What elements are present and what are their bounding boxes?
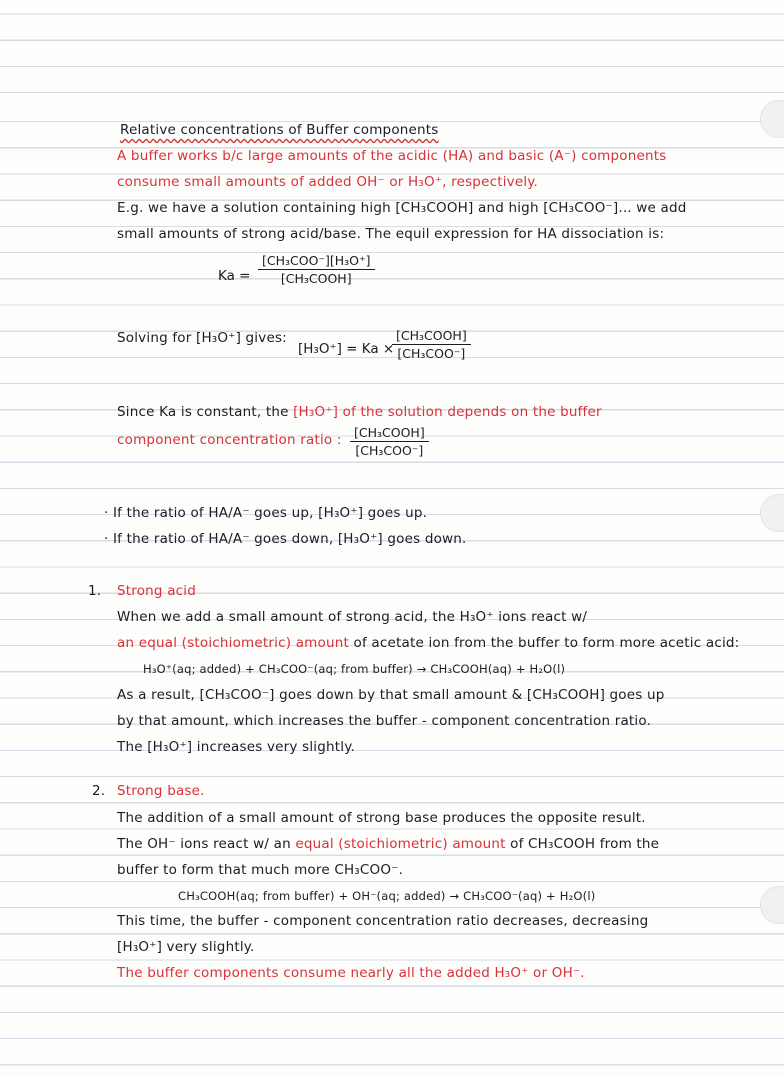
page-title: Relative concentrations of Buffer components bbox=[120, 122, 439, 138]
section-2-number: 2. bbox=[92, 783, 106, 799]
ka-fraction bbox=[258, 252, 375, 287]
binder-hole bbox=[760, 886, 784, 924]
ka-label: Ka = bbox=[218, 268, 251, 284]
ratio-fraction bbox=[350, 424, 429, 459]
ratio-denominator: [CH₃COO⁻] bbox=[355, 443, 424, 458]
section-2-line-1: The addition of a small amount of strong base produces the opposite result. bbox=[117, 810, 646, 826]
section-2-line-2-text-b: of CH₃COOH from the bbox=[510, 836, 660, 852]
section-2-line-3: buffer to form that much more CH₃COO⁻. bbox=[117, 862, 404, 878]
section-2-line-2-text-a: The OH⁻ ions react w/ an bbox=[117, 836, 291, 852]
section-2-line-2 bbox=[117, 834, 659, 854]
since-line bbox=[117, 402, 602, 422]
section-1-line-5: The [H₃O⁺] increases very slightly. bbox=[117, 739, 355, 755]
h3o-label: [H₃O⁺] = Ka × bbox=[298, 341, 395, 357]
ratio-label: component concentration ratio : bbox=[117, 432, 342, 448]
ratio-numerator: [CH₃COOH] bbox=[350, 424, 429, 442]
bullet-ratio-down: · If the ratio of HA/A⁻ goes down, [H₃O⁺] goes down. bbox=[104, 531, 467, 547]
binder-hole bbox=[760, 100, 784, 138]
h3o-numerator: [CH₃COOH] bbox=[392, 327, 471, 345]
section-2-heading: Strong base. bbox=[117, 783, 205, 799]
h3o-denominator: [CH₃COO⁻] bbox=[397, 346, 466, 361]
ka-denominator: [CH₃COOH] bbox=[280, 271, 352, 286]
section-1-number: 1. bbox=[88, 583, 102, 599]
since-text: Since Ka is constant, the bbox=[117, 404, 289, 420]
bullet-ratio-up: · If the ratio of HA/A⁻ goes up, [H₃O⁺] goes up. bbox=[104, 505, 428, 521]
since-highlight: [H₃O⁺] of the solution depends on the buffer bbox=[293, 404, 602, 420]
section-2-line-4: This time, the buffer - component concentration ratio decreases, decreasing bbox=[117, 913, 649, 929]
section-1-equation: H₃O⁺(aq; added) + CH₃COO⁻(aq; from buffer) → CH₃COOH(aq) + H₂O(l) bbox=[143, 662, 566, 676]
section-2-conclusion: The buffer components consume nearly all the added H₃O⁺ or OH⁻. bbox=[117, 965, 585, 981]
binder-hole bbox=[760, 494, 784, 532]
h3o-fraction bbox=[392, 327, 471, 362]
solving-line: Solving for [H₃O⁺] gives: bbox=[117, 330, 287, 346]
section-1-heading: Strong acid bbox=[117, 583, 197, 599]
example-line-1: E.g. we have a solution containing high [CH₃COOH] and high [CH₃COO⁻]... we add bbox=[117, 200, 687, 216]
intro-line-2: consume small amounts of added OH⁻ or H₃O⁺, respectively. bbox=[117, 174, 539, 190]
stoichiometric-highlight: an equal (stoichiometric) amount bbox=[117, 635, 349, 651]
section-1-line-4: by that amount, which increases the buffer - component concentration ratio. bbox=[117, 713, 652, 729]
intro-line-1: A buffer works b/c large amounts of the acidic (HA) and basic (A⁻) components bbox=[117, 148, 667, 164]
section-2-equation: CH₃COOH(aq; from buffer) + OH⁻(aq; added) → CH₃COO⁻(aq) + H₂O(l) bbox=[178, 889, 596, 903]
example-line-2: small amounts of strong acid/base. The equil expression for HA dissociation is: bbox=[117, 226, 665, 242]
section-1-line-1: When we add a small amount of strong acid, the H₃O⁺ ions react w/ bbox=[117, 609, 588, 625]
section-1-line-2-text: of acetate ion from the buffer to form more acetic acid: bbox=[353, 635, 740, 651]
ka-numerator: [CH₃COO⁻][H₃O⁺] bbox=[258, 252, 375, 270]
stoichiometric-highlight-2: equal (stoichiometric) amount bbox=[295, 836, 506, 852]
section-1-line-3: As a result, [CH₃COO⁻] goes down by that small amount & [CH₃COOH] goes up bbox=[117, 687, 665, 703]
section-2-line-5: [H₃O⁺] very slightly. bbox=[117, 939, 255, 955]
section-1-line-2 bbox=[117, 633, 739, 653]
